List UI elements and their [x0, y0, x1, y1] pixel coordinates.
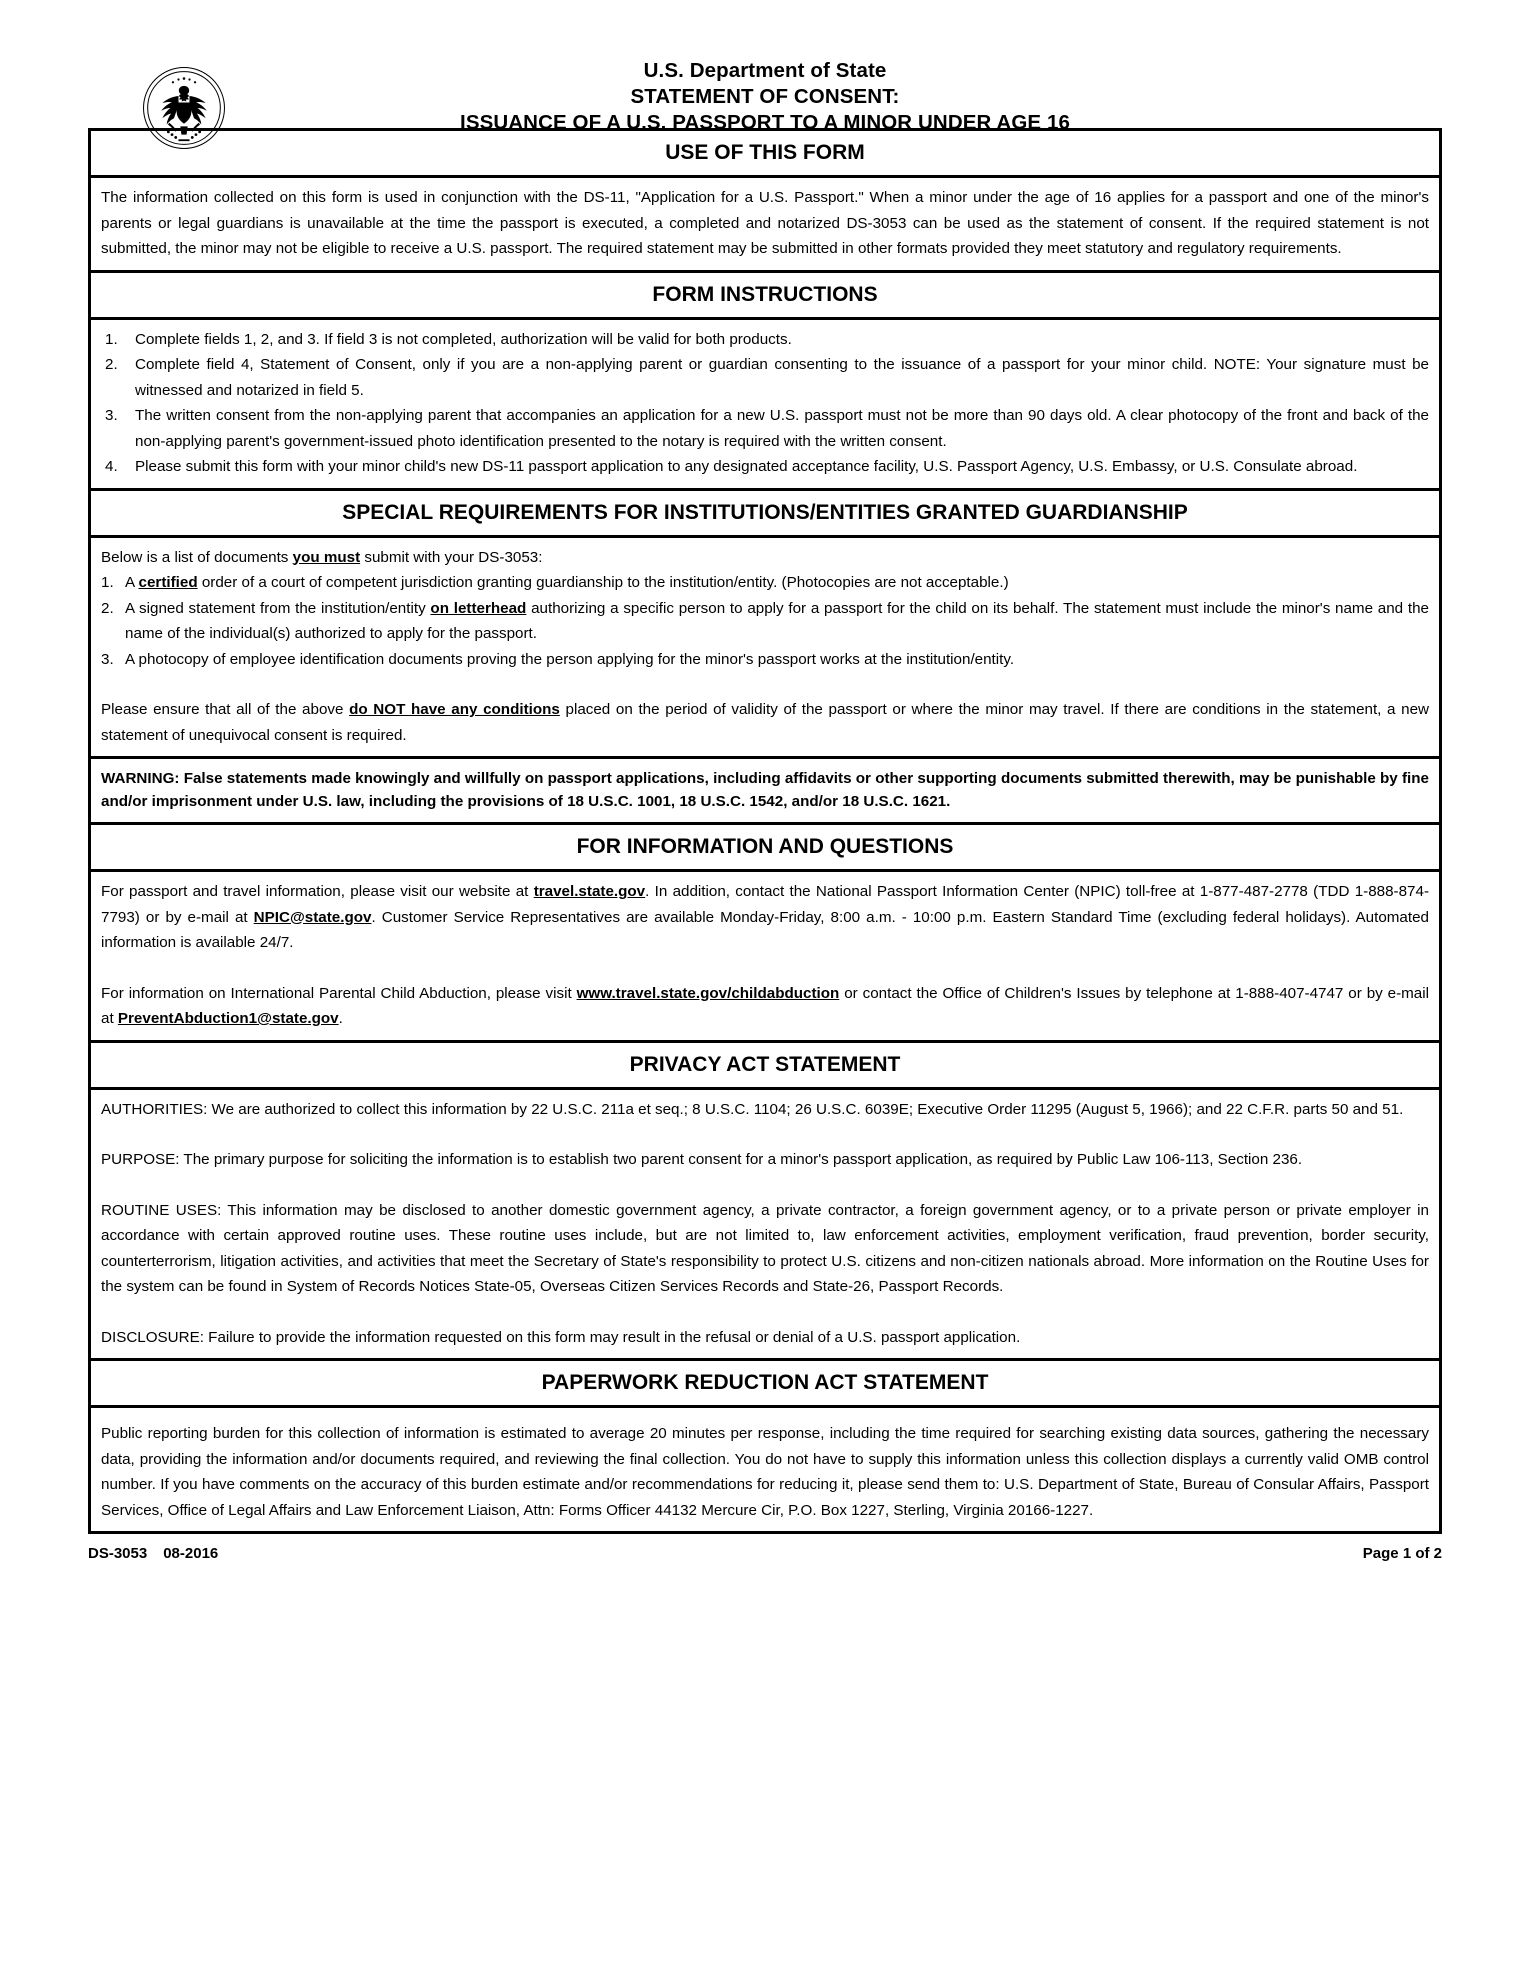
paragraph-spacer: [101, 1173, 1429, 1198]
document-header: [0, 0, 1530, 134]
paragraph-spacer: [101, 672, 1429, 697]
page-number: Page 1 of 2: [1362, 1545, 1442, 1562]
form-revision-date: 08-2016: [163, 1545, 219, 1562]
list-item-pre: A photocopy of employee identification documents proving the person applying for the minor's passport works at the institution/entity.: [125, 650, 1015, 668]
list-item-pre: A signed statement from the institution/entity: [125, 599, 431, 617]
section-heading-paperwork-reduction: PAPERWORK REDUCTION ACT STATEMENT: [91, 1361, 1439, 1408]
info-p2-a: For information on International Parental Child Abduction, please visit: [101, 984, 577, 1002]
list-item: [101, 647, 1429, 673]
us-department-of-state-seal-icon: [138, 62, 230, 154]
travel-state-gov-link[interactable]: travel.state.gov: [533, 883, 646, 900]
privacy-purpose: PURPOSE: The primary purpose for soliciting the information is to establish two parent consent for a minor's passport application, as required by Public Law 106-113, Section 236.: [101, 1151, 1303, 1168]
form-instructions-body: [91, 320, 1439, 488]
paragraph-spacer: [101, 1300, 1429, 1325]
list-item-number: 2.: [105, 356, 118, 373]
list-item: [101, 570, 1429, 596]
warning-text: WARNING: False statements made knowingly and willfully on passport applications, including affidavits or other supporting documents submitted therewith, may be punishable by fine and/or imprisonment under U.S. law, including the provisions of 18 U.S.C. 1001, 18 U.S.C. 1542, and/or 18 U.S.C. 1621.: [101, 770, 1429, 810]
list-item-emphasis: on letterhead: [430, 599, 527, 617]
list-item-text: Complete fields 1, 2, and 3. If field 3 is not completed, authorization will be valid for both products.: [135, 330, 792, 348]
list-item-text: Complete field 4, Statement of Consent, only if you are a non-applying parent or guardian consenting to the issuance of a passport for your minor child. NOTE: Your signature must be witnessed and notarized in field 5.: [135, 356, 1429, 399]
list-item-number: 1.: [105, 330, 118, 348]
intro-pre: Below is a list of documents: [101, 548, 293, 566]
privacy-authorities: AUTHORITIES: We are authorized to collect this information by 22 U.S.C. 211a et seq.; 8 U.S.C. 1104; 26 U.S.C. 6039E; Executive Order 11295 (August 5, 1966); and 22 C.F.R. parts 50 and 51.: [101, 1100, 1404, 1118]
list-item-number: 2.: [101, 599, 114, 617]
info-p1-b: . In addition, contact the National Passport Information Center (NPIC) toll-free at 1-877-487-2778 (TDD 1-888-874-7793) or by e-mail at: [101, 883, 1430, 926]
closing-post: placed on the period of validity of the passport or where the minor may travel. If there are conditions in the statement, a new statement of unequivocal consent is required.: [101, 701, 1430, 744]
list-item: [101, 327, 1429, 353]
list-item: [101, 596, 1429, 647]
section-heading-form-instructions: FORM INSTRUCTIONS: [91, 273, 1439, 320]
list-item: [101, 454, 1429, 480]
special-requirements-closing: [101, 697, 1429, 748]
prevent-abduction-email-link[interactable]: PreventAbduction1@state.gov: [117, 1010, 339, 1027]
list-item-pre: A: [125, 574, 139, 591]
list-item-number: 3.: [101, 650, 114, 668]
privacy-disclosure: DISCLOSURE: Failure to provide the information requested on this form may result in the refusal or denial of a U.S. passport application.: [101, 1328, 1021, 1346]
information-paragraph-2: [101, 981, 1429, 1032]
privacy-routine-uses: ROUTINE USES: This information may be disclosed to another domestic government agency, a private contractor, a foreign government agency, or to a private person or private employer in accordance with certain approved routine uses. These routine uses include, but are not limited to, law enforcement activities, employment verification, fraud prevention, border security, counterterrorism, litigation activities, and activities that meet the Secretary of State's responsibility to protect U.S. citizens and non-citizen nationals abroad. More information on the Routine Uses for the system can be found in System of Records Notices State-05, Overseas Citizen Services Records and State-26, Passport Records.: [101, 1201, 1429, 1295]
information-questions-body: [91, 872, 1439, 1040]
info-p2-c: .: [338, 1010, 343, 1027]
list-item: [101, 352, 1429, 403]
special-requirements-intro: [101, 545, 1429, 571]
information-paragraph-1: [101, 879, 1429, 956]
list-item-text: The written consent from the non-applying parent that accompanies an application for a new U.S. passport must not be more than 90 days old. A clear photocopy of the front and back of the non-applying parent's government-issued photo identification presented to the notary is required with the written consent.: [135, 407, 1429, 450]
paperwork-reduction-body: [91, 1408, 1439, 1531]
closing-emphasis: do NOT have any conditions: [349, 701, 560, 718]
list-item-post: order of a court of competent jurisdiction granting guardianship to the institution/entity. (Photocopies are not acceptable.): [197, 574, 1009, 591]
privacy-act-body: [91, 1090, 1439, 1359]
section-heading-information-and-questions: FOR INFORMATION AND QUESTIONS: [91, 825, 1439, 872]
form-title-line-2: ISSUANCE OF A U.S. PASSPORT TO A MINOR UNDER AGE 16: [460, 111, 1070, 134]
list-item-post: authorizing a specific person to apply for a passport for the child on its behalf. The statement must include the minor's name and the name of the individual(s) authorized to apply for the passport.: [125, 599, 1429, 642]
use-of-this-form-body: [91, 178, 1439, 270]
intro-emphasis: you must: [292, 548, 361, 566]
warning-block: [91, 759, 1439, 822]
form-instructions-list: [101, 327, 1429, 480]
closing-pre: Please ensure that all of the above: [101, 701, 350, 718]
special-requirements-body: [91, 538, 1439, 757]
paragraph-spacer: [101, 956, 1429, 981]
list-item-emphasis: certified: [138, 574, 198, 591]
section-heading-use-of-this-form: USE OF THIS FORM: [91, 131, 1439, 178]
paperwork-paragraph: Public reporting burden for this collection of information is estimated to average 20 minutes per response, including the time required for searching existing data sources, gathering the necessary data, providing the information and/or documents required, and reviewing the final collection. You do not have to supply this information unless this collection displays a currently valid OMB control number. If you have comments on the accuracy of this burden estimate and/or recommendations for reducing it, please send them to: U.S. Department of State, Bureau of Consular Affairs, Passport Services, Office of Legal Affairs and Law Enforcement Liaison, Attn: Forms Officer 44132 Mercure Cir, P.O. Box 1227, Sterling, Virginia 20166-1227.: [101, 1425, 1429, 1519]
special-requirements-list: [101, 570, 1429, 672]
form-number: DS-3053: [88, 1545, 148, 1562]
section-heading-special-requirements: SPECIAL REQUIREMENTS FOR INSTITUTIONS/ENTITIES GRANTED GUARDIANSHIP: [91, 491, 1439, 538]
list-item-number: 3.: [105, 407, 118, 424]
childabduction-link[interactable]: www.travel.state.gov/childabduction: [576, 984, 840, 1002]
agency-name: U.S. Department of State: [643, 59, 887, 82]
document-body-frame: [88, 128, 1442, 1534]
paragraph-spacer: [101, 1122, 1429, 1147]
list-item-number: 1.: [101, 574, 114, 591]
use-of-this-form-paragraph: The information collected on this form is used in conjunction with the DS-11, "Application for a U.S. Passport." When a minor under the age of 16 applies for a passport and one of the minor's parents or legal guardians is unavailable at the time the passport is executed, a completed and notarized DS-3053 can be used as the statement of consent. If the required statement is not submitted, the minor may not be eligible to receive a U.S. passport. The required statement may be submitted in other formats provided they meet statutory and regulatory requirements.: [101, 189, 1429, 257]
footer-left: [88, 1545, 218, 1562]
info-p2-b: or contact the Office of Children's Issues by telephone at 1-888-407-4747 or by e-mail at: [101, 984, 1429, 1027]
list-item: [101, 403, 1429, 454]
info-p1-a: For passport and travel information, please visit our website at: [101, 883, 534, 900]
list-item-text: Please submit this form with your minor child's new DS-11 passport application to any designated acceptance facility, U.S. Passport Agency, U.S. Embassy, or U.S. Consulate abroad.: [135, 458, 1358, 475]
intro-post: submit with your DS-3053:: [360, 548, 543, 566]
npic-email-link[interactable]: NPIC@state.gov: [253, 908, 372, 926]
document-footer: [88, 1534, 1442, 1562]
section-heading-privacy-act: PRIVACY ACT STATEMENT: [91, 1043, 1439, 1090]
list-item-number: 4.: [105, 458, 118, 475]
info-p1-c: . Customer Service Representatives are available Monday-Friday, 8:00 a.m. - 10:00 p.m. Eastern Standard Time (excluding federal holidays). Automated information is available 24/7.: [101, 908, 1429, 951]
form-title-line-1: STATEMENT OF CONSENT:: [630, 85, 900, 108]
